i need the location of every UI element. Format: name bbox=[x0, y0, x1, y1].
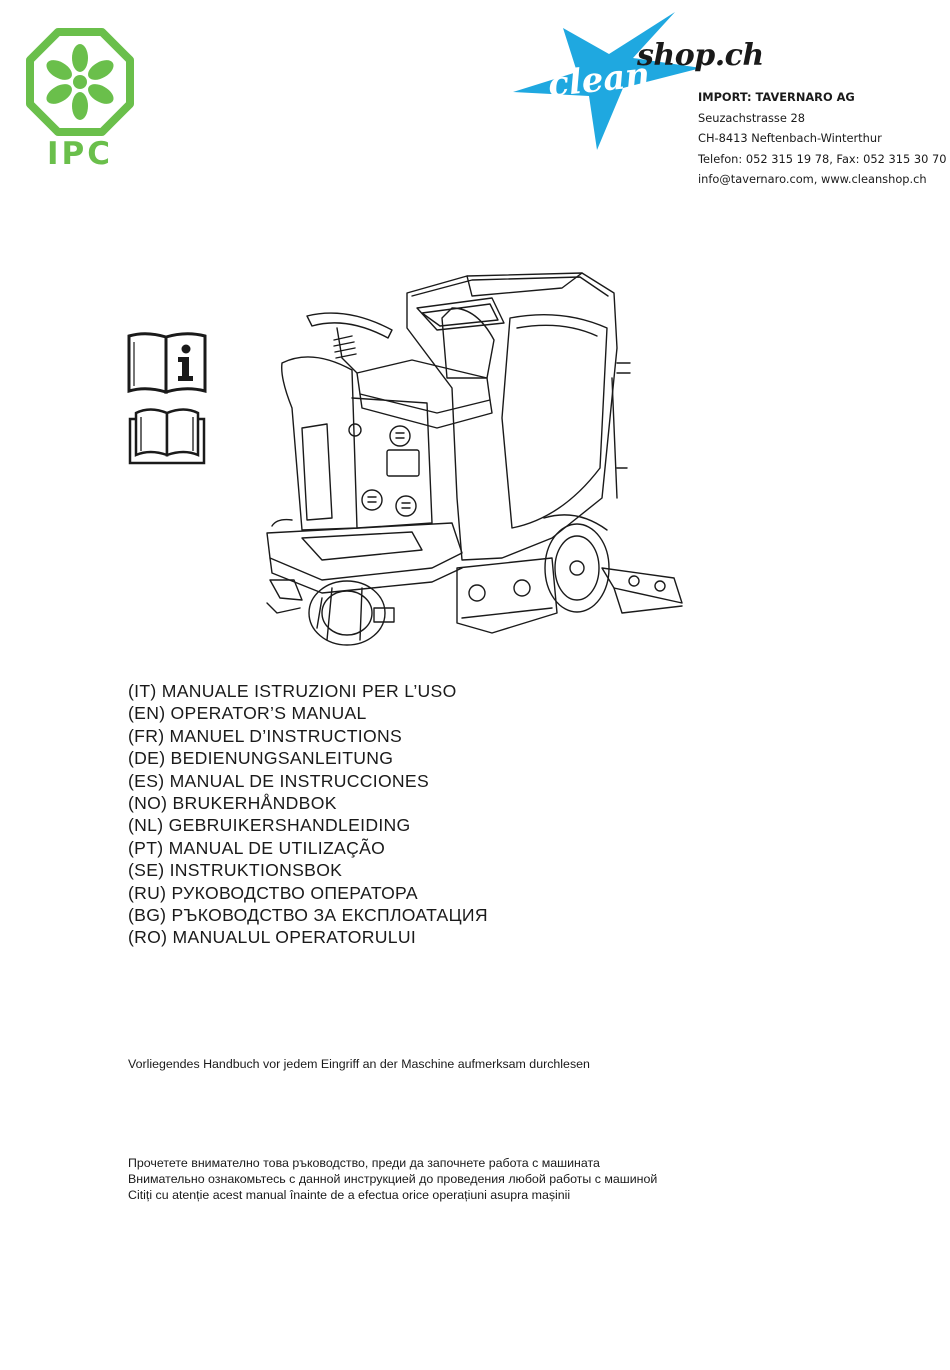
notice-bg: Прочетете внимателно това ръководство, преди да започнете работа с машината bbox=[128, 1156, 600, 1170]
notice-ro: Citiți cu atenție acest manual înainte de a efectua orice operațiuni asupra mașinii bbox=[128, 1188, 571, 1202]
title-ru: (RU) РУКОВОДСТВО ОПЕРАТОРА bbox=[128, 882, 418, 903]
notice-ru: Внимательно ознакомьтесь с данной инструкцией до проведения любой работы с машиной bbox=[128, 1172, 658, 1186]
title-se: (SE) INSTRUKTIONSBOK bbox=[128, 860, 343, 881]
dealer-contact: info@tavernaro.com, www.cleanshop.ch bbox=[698, 172, 927, 186]
dealer-address bbox=[698, 87, 946, 190]
open-book-icon bbox=[128, 403, 206, 465]
dealer-phone-fax: Telefon: 052 315 19 78, Fax: 052 315 30 70 bbox=[698, 151, 947, 166]
title-bg: (BG) РЪКОВОДСТВО ЗА ЕКСПЛОАТАЦИЯ bbox=[128, 905, 488, 926]
title-es: (ES) MANUAL DE INSTRUCCIONES bbox=[128, 770, 430, 791]
dealer-company: IMPORT: TAVERNARO AG bbox=[698, 90, 855, 104]
title-no: (NO) BRUKERHÅNDBOK bbox=[128, 793, 337, 814]
ipc-logo-text: IPC bbox=[46, 136, 113, 172]
cleanshop-logo-shop: shop.ch bbox=[637, 38, 764, 73]
dealer-city: CH-8413 Neftenbach-Winterthur bbox=[698, 131, 882, 145]
title-nl: (NL) GEBRUIKERSHANDLEIDING bbox=[128, 815, 411, 836]
title-it: (IT) MANUALE ISTRUZIONI PER L’USO bbox=[128, 681, 457, 701]
title-de: (DE) BEDIENUNGSANLEITUNG bbox=[128, 748, 394, 769]
cleanshop-logo-clean: clean bbox=[546, 54, 652, 106]
notice-de: Vorliegendes Handbuch vor jedem Eingriff an der Maschine aufmerksam durchlesen bbox=[128, 1057, 590, 1071]
title-pt: (PT) MANUAL DE UTILIZAÇÃO bbox=[128, 837, 386, 858]
notice-list bbox=[128, 1155, 657, 1203]
info-manual-icon bbox=[126, 330, 208, 394]
scrubber-dryer-illustration bbox=[262, 268, 692, 653]
title-fr: (FR) MANUEL D’INSTRUCTIONS bbox=[128, 725, 402, 746]
dealer-street: Seuzachstrasse 28 bbox=[698, 110, 805, 125]
title-ro: (RO) MANUALUL OPERATORULUI bbox=[128, 927, 417, 948]
manual-title-list bbox=[128, 680, 488, 949]
title-en: (EN) OPERATOR’S MANUAL bbox=[128, 703, 367, 724]
